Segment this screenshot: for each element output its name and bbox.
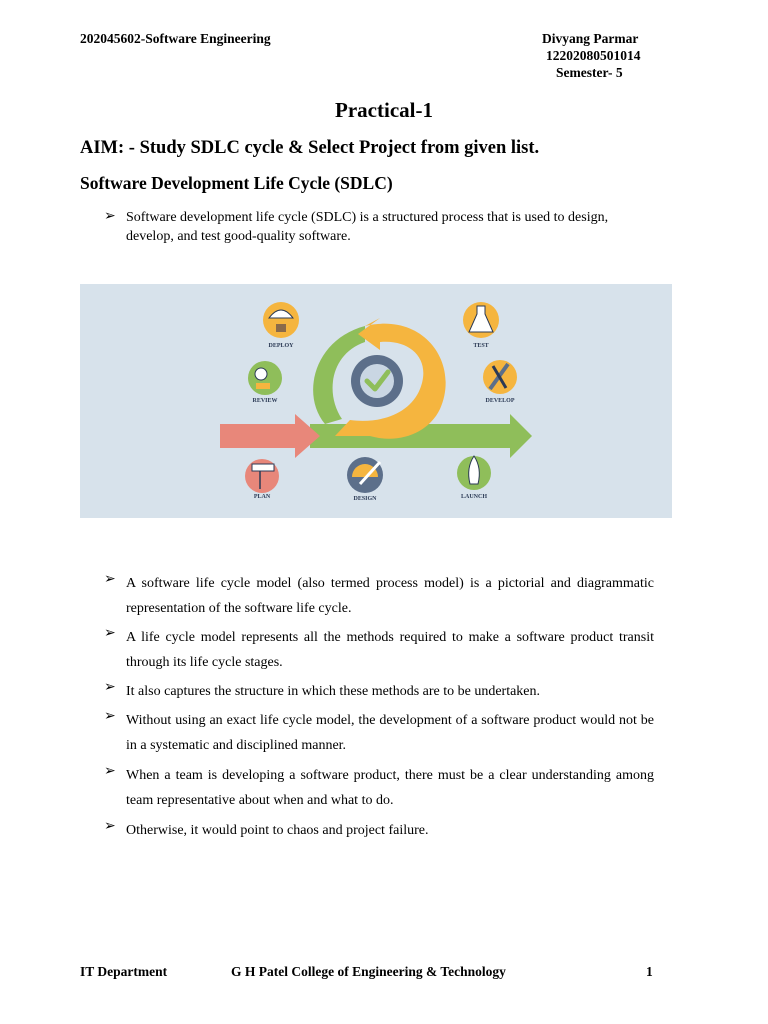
enrollment-number: 12202080501014 (546, 48, 641, 63)
bullet-icon: ➢ (104, 819, 116, 834)
red-arrow (220, 414, 320, 458)
page-number: 1 (646, 964, 653, 979)
label-design: DESIGN (353, 496, 377, 502)
bullet-text: It also captures the structure in which these methods are to be undertaken. (126, 684, 541, 699)
footer-college: G H Patel College of Engineering & Technology (231, 964, 506, 979)
sdlc-diagram (80, 284, 672, 518)
bullet-icon: ➢ (104, 209, 116, 224)
bullet-icon: ➢ (104, 709, 116, 724)
intro-text: Software development life cycle (SDLC) is a structured process that is used to design, develop, and test good-quality software. (126, 210, 609, 244)
label-deploy: DEPLOY (268, 343, 294, 349)
label-test: TEST (473, 343, 489, 349)
bullet-text: Otherwise, it would point to chaos and project failure. (126, 823, 429, 838)
bullet-icon: ➢ (104, 626, 116, 641)
deploy-icon (263, 302, 299, 338)
student-name: Divyang Parmar (542, 31, 639, 46)
review-icon (248, 361, 282, 395)
label-plan: PLAN (253, 494, 271, 500)
bullet-text: A software life cycle model (also termed process model) is a pictorial and diagrammatic representation of the software life cycle. (126, 576, 654, 616)
label-launch: LAUNCH (460, 494, 488, 500)
bullet-icon: ➢ (104, 764, 116, 779)
semester: Semester- 5 (556, 65, 623, 80)
gear-icon (351, 355, 403, 407)
test-icon (463, 302, 499, 338)
launch-icon (457, 456, 491, 490)
label-review: REVIEW (252, 398, 278, 404)
footer-department: IT Department (80, 964, 168, 979)
develop-icon (483, 360, 517, 394)
plan-icon (245, 459, 279, 493)
bullet-text: When a team is developing a software product, there must be a clear understanding among team representative about when and what to do. (126, 768, 654, 808)
label-develop: DEVELOP (485, 398, 515, 404)
course-code: 202045602-Software Engineering (80, 31, 271, 46)
bullet-text: Without using an exact life cycle model, the development of a software product would not be in a systematic and disciplined manner. (126, 713, 654, 753)
bullet-text: A life cycle model represents all the methods required to make a software product transit through its life cycle stages. (126, 630, 654, 670)
section-title: Software Development Life Cycle (SDLC) (80, 173, 393, 193)
design-icon (347, 457, 383, 493)
bullet-icon: ➢ (104, 680, 116, 695)
practical-title: Practical-1 (335, 98, 433, 122)
bullet-icon: ➢ (104, 572, 116, 587)
aim-heading: AIM: - Study SDLC cycle & Select Project from given list. (80, 138, 540, 158)
